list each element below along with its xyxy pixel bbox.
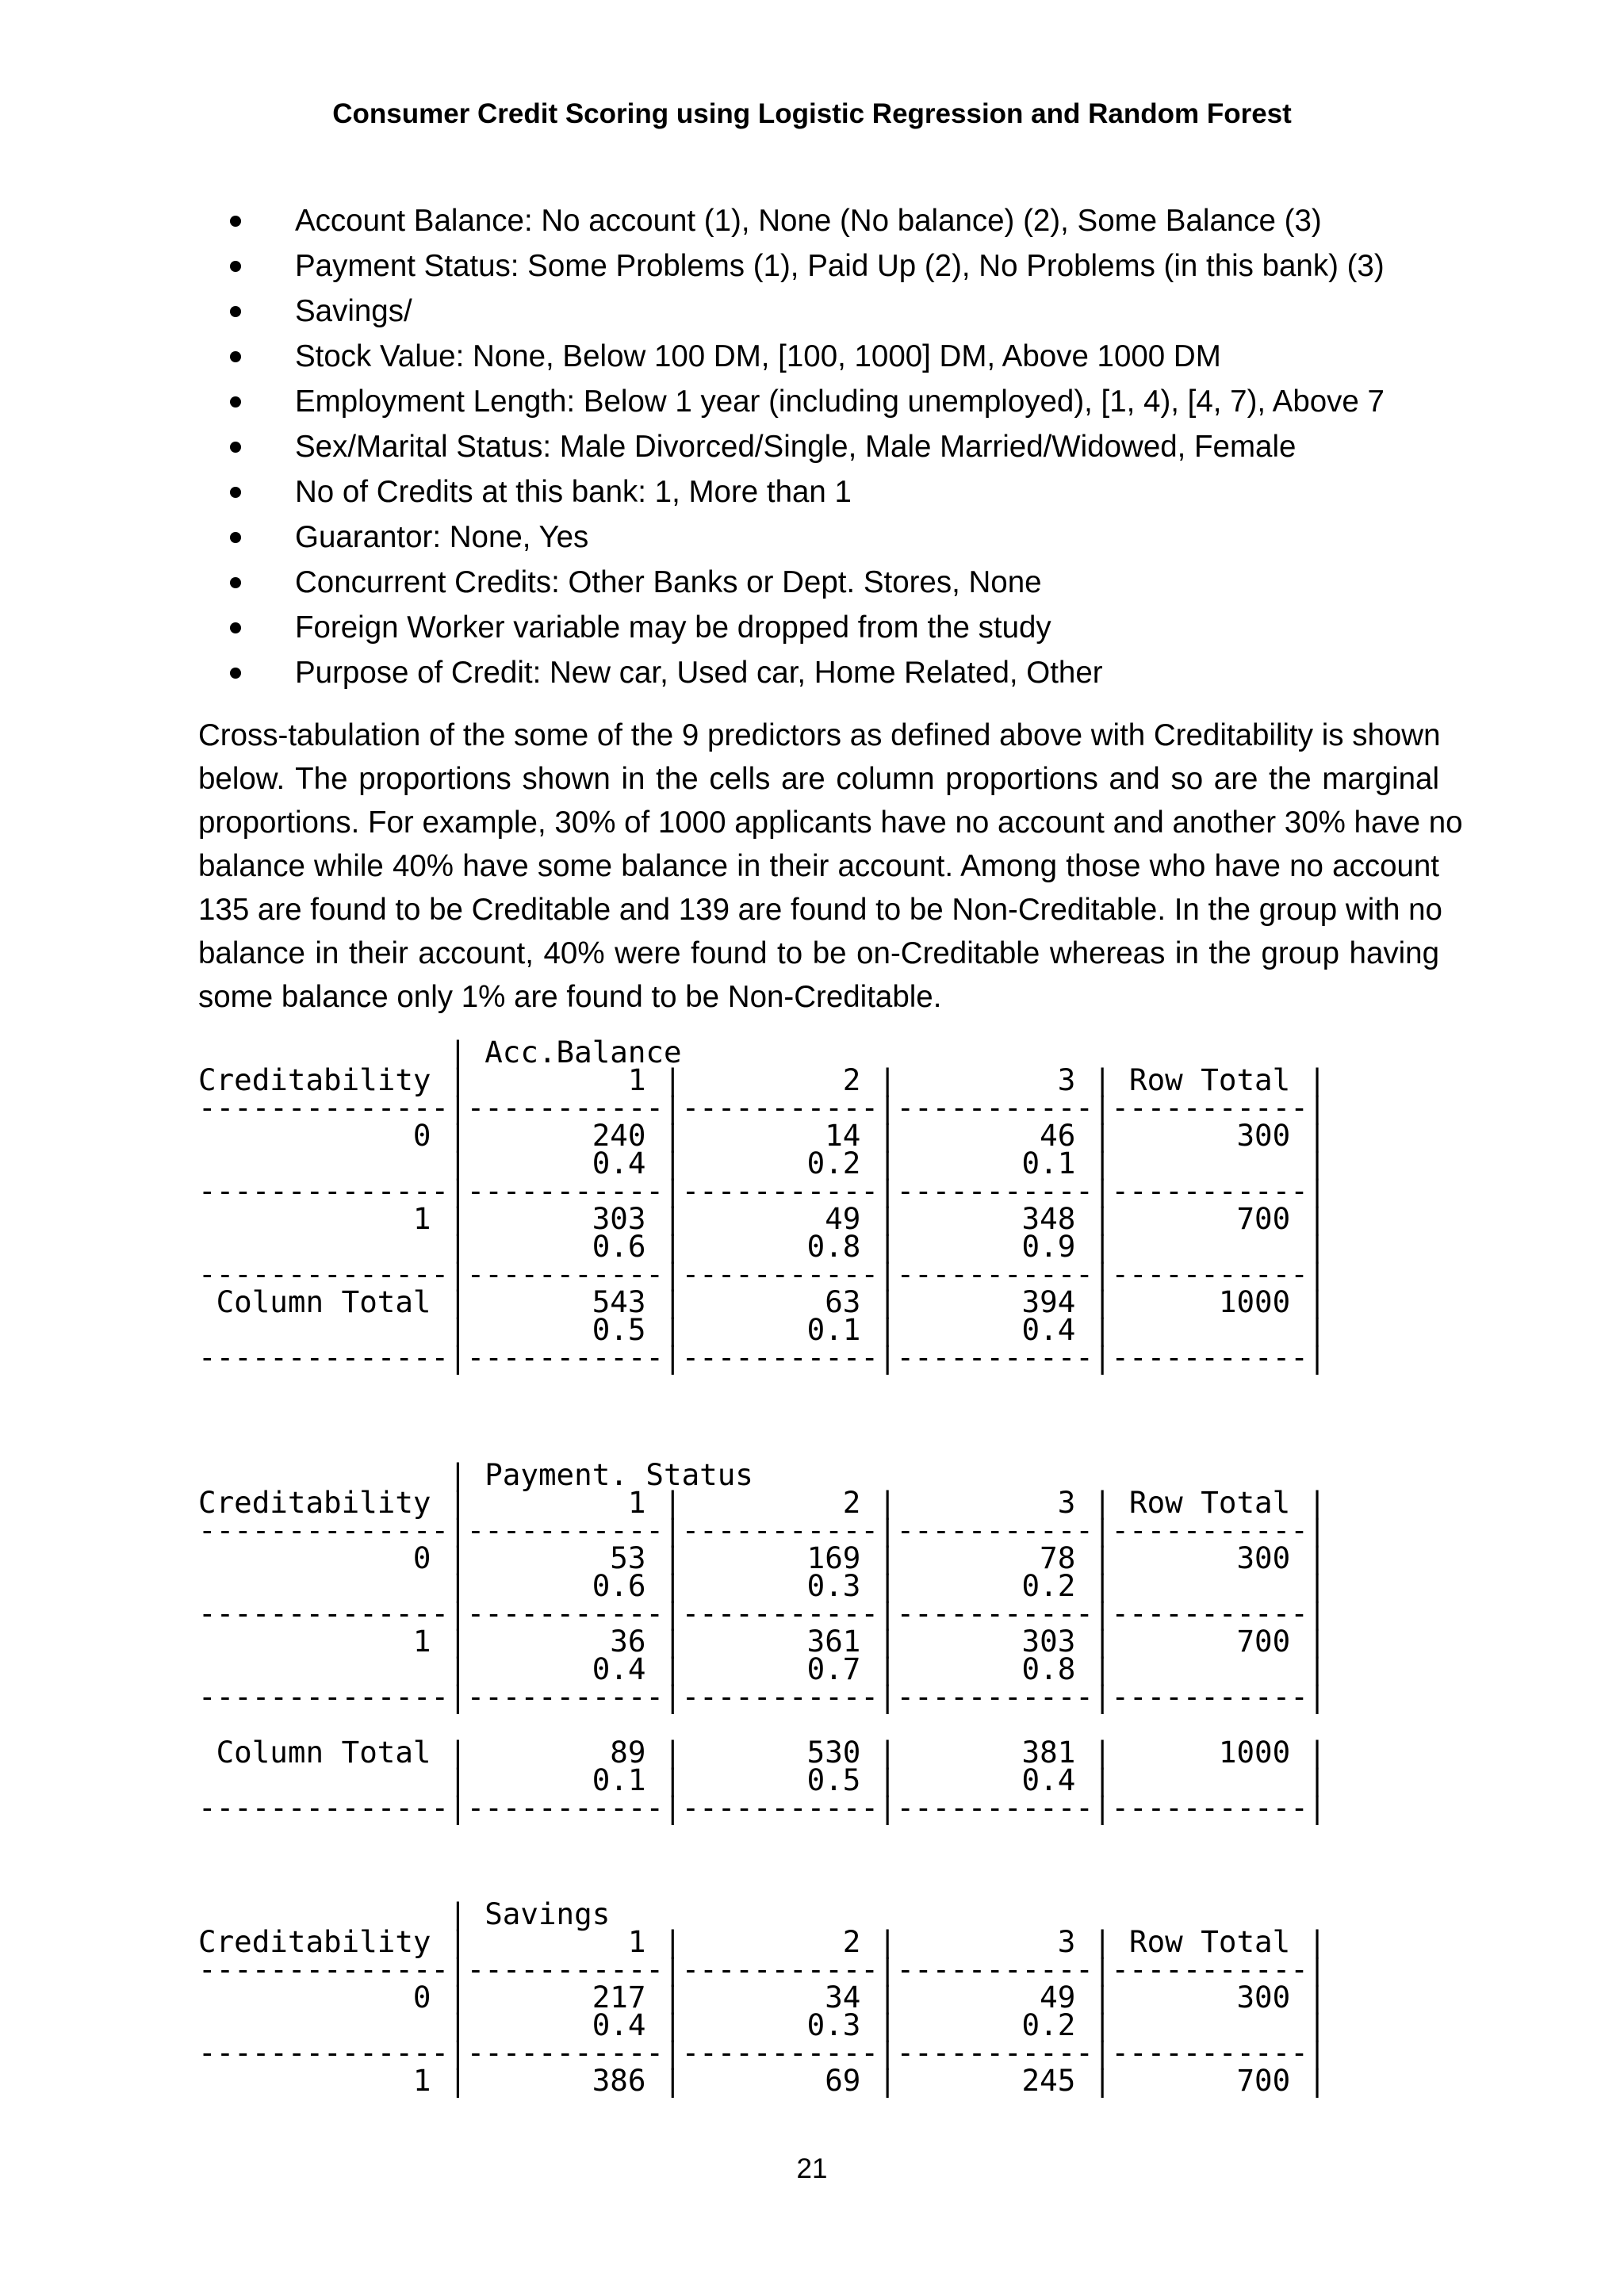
paragraph-line: some balance only 1% are found to be Non-Creditable. bbox=[198, 980, 942, 1014]
paragraph-line: proportions. For example, 30% of 1000 applicants have no account and another 30% have no bbox=[198, 806, 1463, 840]
bullet-icon bbox=[230, 487, 241, 498]
bullet-icon bbox=[230, 396, 241, 408]
list-item-text: Purpose of Credit: New car, Used car, Home Related, Other bbox=[295, 656, 1103, 690]
list-item-text: Concurrent Credits: Other Banks or Dept. Stores, None bbox=[295, 565, 1042, 599]
acc-balance-crosstab: | Acc.Balance Creditability | 1 | 2 | 3 | Row Total | --------------|-----------|-----------|-----------|-----------| 0 | 240 | 14 | 46 | 300 | | 0.4 | 0.2 | 0.1 | | --------------|-----------|-----------|-----------|-----------| 1 | 303 | 49 | 348 | 700 | | 0.6 | 0.8 | 0.9 | | --------------|-----------|-----------|-----------|-----------| Column Total | 543 | 63 | 394 | 1000 | | 0.5 | 0.1 | 0.4 | | --------------|-----------|-----------|-----------|-----------| bbox=[198, 1035, 1327, 1375]
bullet-icon bbox=[230, 261, 241, 272]
paragraph-line: balance while 40% have some balance in their account. Among those who have no account bbox=[198, 849, 1439, 883]
bullet-icon bbox=[230, 306, 241, 317]
bullet-icon bbox=[230, 668, 241, 679]
paragraph-line: below. The proportions shown in the cells are column proportions and so are the marginal bbox=[198, 762, 1439, 796]
list-item-text: Account Balance: No account (1), None (No balance) (2), Some Balance (3) bbox=[295, 204, 1322, 238]
bullet-icon bbox=[230, 577, 241, 588]
bullet-icon bbox=[230, 351, 241, 362]
paragraph-line: 135 are found to be Creditable and 139 are found to be Non-Creditable. In the group with no bbox=[198, 893, 1442, 927]
paragraph-line: balance in their account, 40% were found to be on-Creditable whereas in the group having bbox=[198, 936, 1439, 970]
running-head: Consumer Credit Scoring using Logistic Regression and Random Forest bbox=[332, 98, 1292, 129]
list-item-text: Employment Length: Below 1 year (including unemployed), [1, 4), [4, 7), Above 7 bbox=[295, 385, 1385, 419]
savings-crosstab: | Savings Creditability | 1 | 2 | 3 | Row Total | --------------|-----------|-----------|-----------|-----------| 0 | 217 | 34 | 49 | 300 | | 0.4 | 0.3 | 0.2 | | --------------|-----------|-----------|-----------|-----------| 1 | 386 | 69 | 245 | 700 | bbox=[198, 1896, 1327, 2098]
bullet-icon bbox=[230, 532, 241, 543]
payment-status-crosstab: | Payment. Status Creditability | 1 | 2 | 3 | Row Total | --------------|-----------|-----------|-----------|-----------| 0 | 53 | 169 | 78 | 300 | | 0.6 | 0.3 | 0.2 | | --------------|-----------|-----------|-----------|-----------| 1 | 36 | 361 | 303 | 700 | | 0.4 | 0.7 | 0.8 | | --------------|-----------|-----------|-----------|-----------| Column Total | 89 | 530 | 381 | 1000 | | 0.1 | 0.5 | 0.4 | | --------------|-----------|-----------|-----------|-----------| bbox=[198, 1457, 1327, 1825]
list-item-text: Savings/ bbox=[295, 294, 412, 328]
page-number: 21 bbox=[796, 2153, 828, 2184]
list-item-text: Sex/Marital Status: Male Divorced/Single, Male Married/Widowed, Female bbox=[295, 430, 1297, 464]
bullet-icon bbox=[230, 216, 241, 227]
body-paragraph bbox=[198, 714, 1463, 1019]
list-item-text: Foreign Worker variable may be dropped from the study bbox=[295, 610, 1051, 645]
list-item-text: Stock Value: None, Below 100 DM, [100, 1000] DM, Above 1000 DM bbox=[295, 339, 1221, 373]
paragraph-line: Cross-tabulation of the some of the 9 predictors as defined above with Creditability is shown bbox=[198, 718, 1441, 752]
bullet-icon bbox=[230, 442, 241, 453]
list-item-text: Guarantor: None, Yes bbox=[295, 520, 589, 554]
list-item-text: Payment Status: Some Problems (1), Paid Up (2), No Problems (in this bank) (3) bbox=[295, 249, 1385, 283]
list-item-text: No of Credits at this bank: 1, More than 1 bbox=[295, 475, 852, 509]
bullet-icon bbox=[230, 622, 241, 633]
